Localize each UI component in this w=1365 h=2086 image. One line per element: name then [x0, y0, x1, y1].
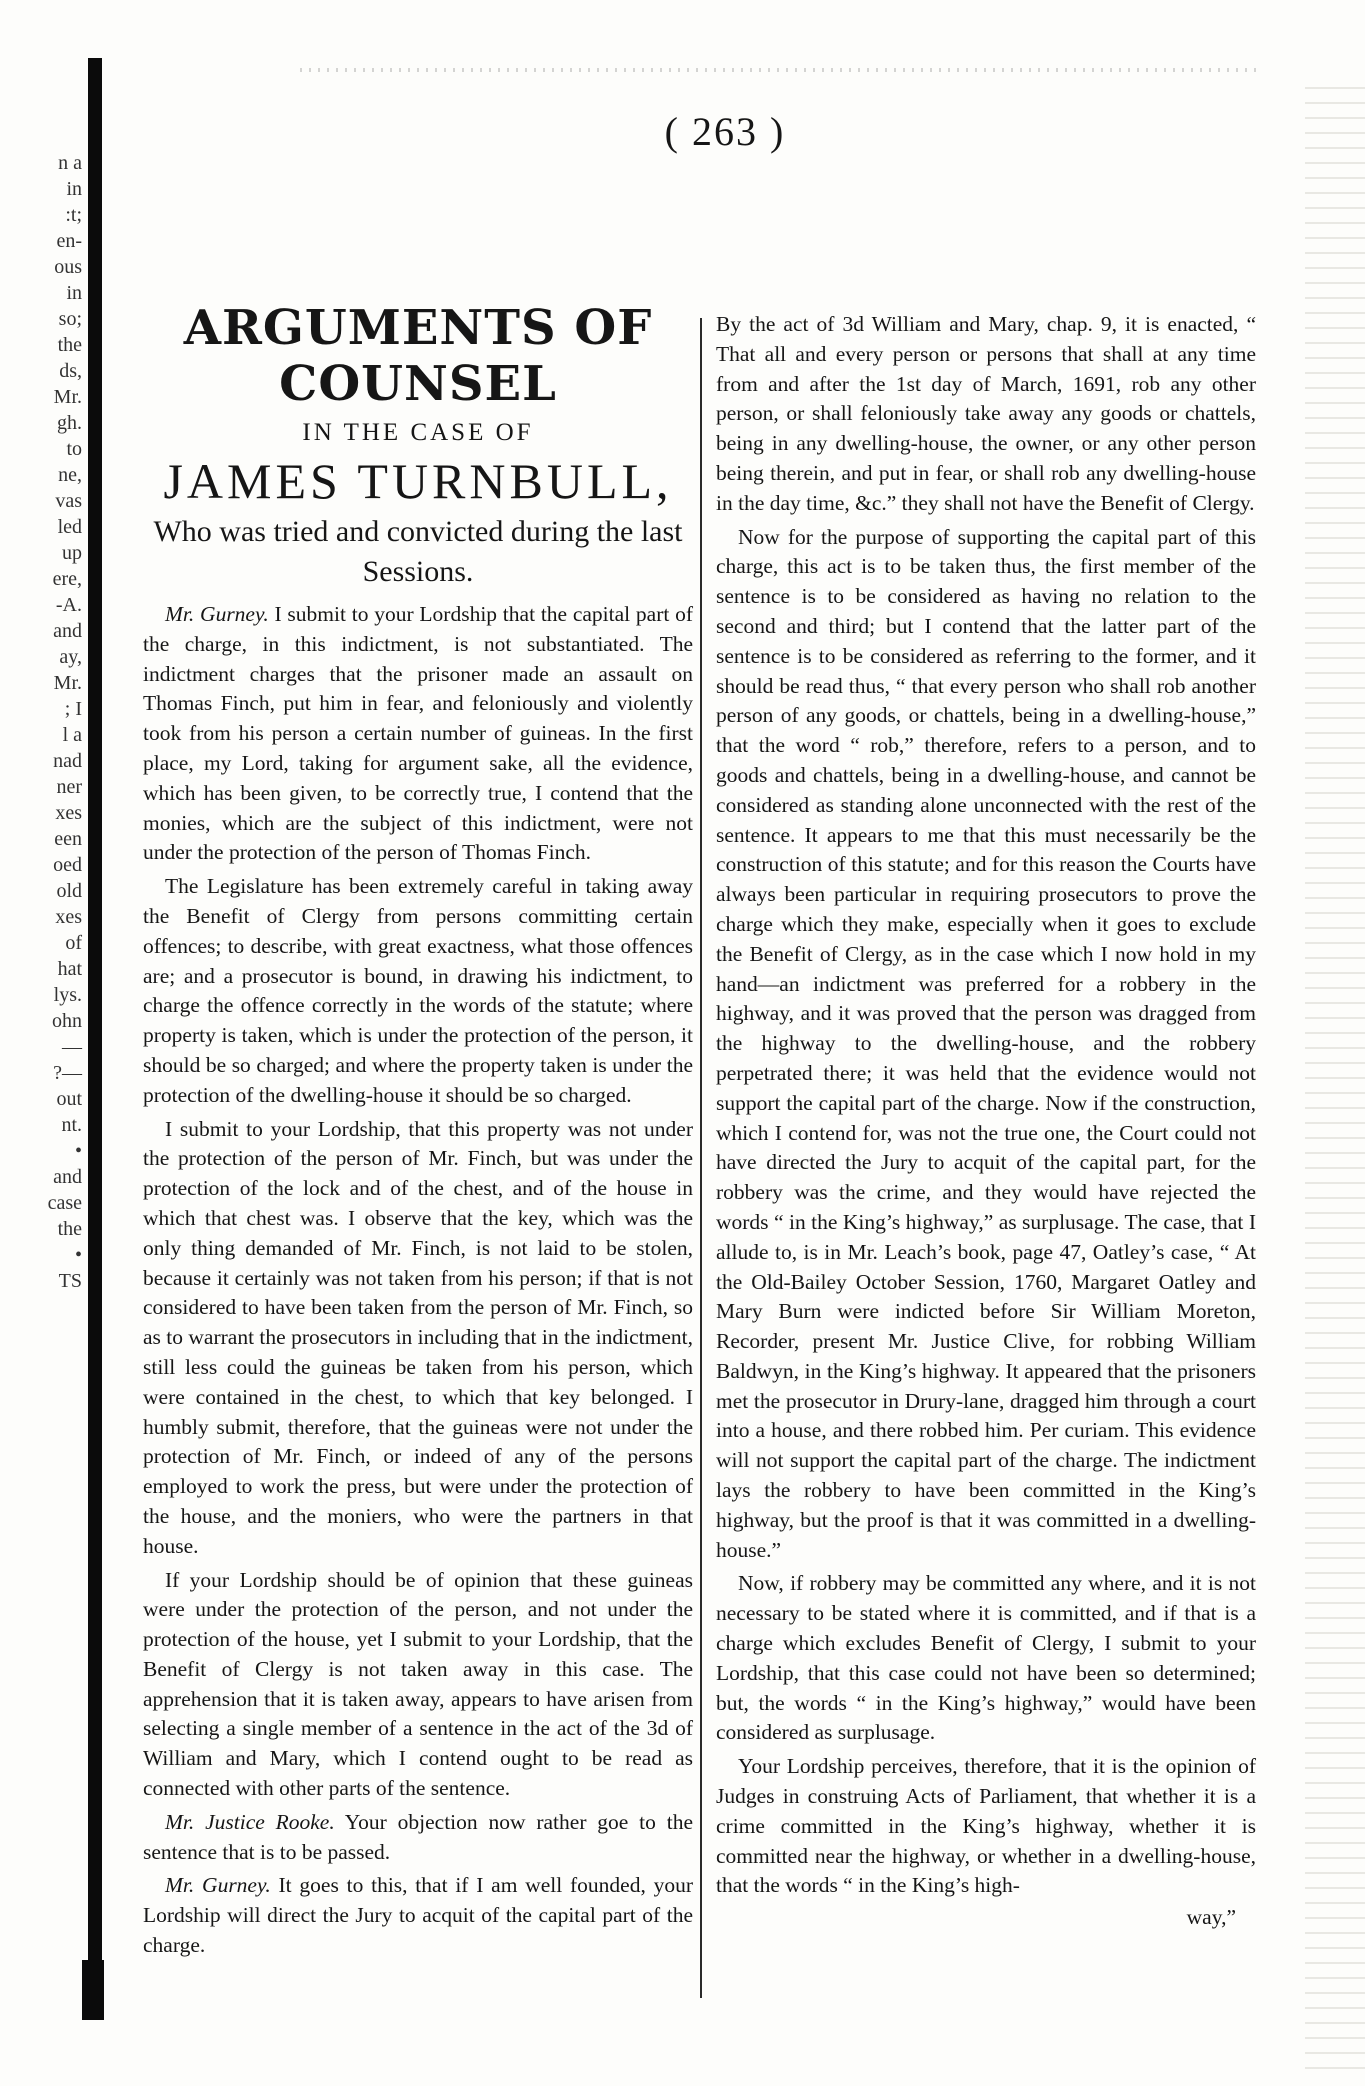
facing-page-fragments — [0, 150, 82, 1294]
margin-fragment: ; I — [64, 698, 82, 720]
margin-fragment: the — [57, 1218, 82, 1240]
paragraph — [143, 872, 693, 1110]
margin-fragment: ere, — [52, 568, 82, 590]
margin-fragment: case — [47, 1192, 82, 1214]
margin-fragment: ds, — [59, 360, 82, 382]
margin-fragment: oed — [53, 854, 82, 876]
margin-fragment: l a — [62, 724, 82, 746]
margin-fragment: the — [57, 334, 82, 356]
margin-fragment: ohn — [52, 1010, 82, 1032]
margin-fragment: en- — [56, 230, 82, 252]
margin-fragment: out — [56, 1088, 82, 1110]
paragraph-text: The Legislature has been extremely careful in taking away the Benefit of Clergy from persons committing certain offences; to describe, with great exactness, what those offences are; and a prosecutor is bound, in drawing his indictment, to charge the offence correctly in the words of the statute; where property is taken, which is under the protection of the person, it should be so charged; and where the property taken is under the protection of the dwelling-house it should be so charged. — [143, 874, 693, 1107]
binding-gutter — [88, 58, 102, 2018]
margin-fragment: • — [74, 1140, 82, 1162]
margin-fragment: up — [62, 542, 82, 564]
paragraph: Now for the purpose of supporting the capital part of this charge, this act is to be taken thus, the first member of the sentence is to be considered as having no relation to the second and third; but I contend that the latter part of the sentence is to be considered as referring to the former, and it should be read thus, “ that every person who shall rob another person of any goods, or chattels, being in a dwelling-house,” that the word “ rob,” therefore, refers to a person, and to goods and chattels, being in a dwelling-house, and cannot be considered as standing alone unconnected with the rest of the sentence. It appears to me that this must necessarily be the construction of this statute; and for this reason the Courts have always been particular in requiring prosecutors to prove the charge which they make, especially when it goes to exclude the Benefit of Clergy, as in the case which I now hold in my hand—an indictment was preferred for a robbery in the highway, and it was proved that the person was dragged from the highway to the dwelling-house, and the robbery perpetrated there; it was held that the evidence would not support the capital part of the charge. Now if the construction, which I contend for, was not the true one, the Court could not have directed the Jury to acquit of the capital part, for the robbery was the crime, and they would have rejected the words “ in the King’s highway,” as surplusage. The case, that I allude to, is in Mr. Leach’s book, page 47, Oatley’s case, “ At the Old-Bailey October Session, 1760, Margaret Oatley and Mary Burn were indicted before Sir William Moreton, Recorder, present Mr. Justice Clive, for robbing William Baldwyn, in the King’s highway. It appeared that the prisoners met the prosecutor in Drury-lane, dragged him through a court into a house, and there robbed him. Per curiam. This evidence will not support the capital part of the charge. The indictment lays the robbery to have been committed in the King’s highway, but the proof is that it was committed in a dwelling-house.” — [716, 524, 1256, 1562]
paragraph: Now, if robbery may be committed any where, and it is not necessary to be stated where it is committed, and if that is a charge which excludes Benefit of Clergy, I submit to your Lordship, that this case could not have been so determined; but, the words “ in the King’s highway,” would have been considered as surplusage. — [716, 1571, 1256, 1745]
binding-gutter-foot — [82, 1960, 104, 2020]
margin-fragment: of — [65, 932, 82, 954]
heading-defendant-name: JAMES TURNBULL, — [163, 453, 673, 509]
margin-fragment: old — [56, 880, 82, 902]
paragraph — [143, 1566, 693, 1804]
column-rule — [700, 318, 702, 1998]
page-number: ( 263 ) — [664, 109, 786, 154]
margin-fragment: Mr. — [53, 386, 82, 408]
margin-fragment: hat — [57, 958, 82, 980]
margin-fragment: nad — [53, 750, 82, 772]
margin-fragment: — — [62, 1036, 82, 1058]
paragraph — [143, 1871, 693, 1960]
margin-fragment: in — [66, 178, 82, 200]
paragraph-text: If your Lordship should be of opinion that these guineas were under the protection of the person, and not under the protection of the house, yet I submit to your Lordship, that the Benefit of Clergy is not taken away in this case. The apprehension that it is taken away, appears to have arisen from selecting a single member of a sentence in the act of the 3d of William and Mary, which I contend ought to be read as connected with other parts of the sentence. — [143, 1567, 693, 1801]
left-column — [143, 300, 693, 1965]
margin-fragment: vas — [55, 490, 82, 512]
margin-fragment: xes — [55, 802, 82, 824]
margin-fragment: :t; — [65, 204, 82, 226]
margin-fragment: to — [66, 438, 82, 460]
heading-subtitle: IN THE CASE OF — [302, 419, 534, 446]
margin-fragment: and — [53, 620, 82, 642]
margin-fragment: lys. — [53, 984, 82, 1006]
heading-title: ARGUMENTS OF COUNSEL — [183, 300, 653, 412]
margin-fragment: so; — [58, 308, 82, 330]
margin-fragment: nt. — [61, 1114, 82, 1136]
margin-fragment: in — [66, 282, 82, 304]
margin-fragment: • — [74, 1244, 82, 1266]
margin-fragment: ne, — [58, 464, 82, 486]
speaker-name: Mr. Gurney. — [165, 602, 269, 626]
margin-fragment: led — [57, 516, 82, 538]
right-paragraphs — [716, 310, 1256, 1901]
paragraph: Your Lordship perceives, therefore, that it is the opinion of Judges in construing Acts of Parliament, that whether it is a crime committed in the King’s highway, whether it is committed near the highway, or whether in a dwelling-house, that the words “ in the King’s high- — [716, 1754, 1256, 1898]
catchword: way,” — [1186, 1905, 1236, 1930]
paragraph-text: I submit to your Lordship that the capital part of the charge, in this indictment, is not substantiated. The indictment charges that the prisoner made an assault on Thomas Finch, put him in fear, and feloniously and violently took from his person a certain number of guineas. In the first place, my Lord, taking for argument sake, all the evidence, which has been given, to be correctly true, I contend that the monies, which are the subject of this indictment, were not under the protection of the person of Thomas Finch. — [143, 602, 694, 865]
margin-fragment: ?— — [53, 1062, 82, 1084]
paragraph-text: It goes to this, that if I am well founded, your Lordship will direct the Jury to acquit of the capital part of the charge. — [143, 1873, 694, 1958]
paragraph-text: Your objection now rather goe to the sentence that is to be passed. — [143, 1809, 694, 1864]
scan-noise — [300, 68, 1260, 72]
margin-fragment: ous — [54, 256, 82, 278]
margin-fragment: TS — [58, 1270, 82, 1292]
margin-fragment: -A. — [55, 594, 82, 616]
heading-note: Who was tried and convicted during the last Sessions. — [153, 515, 683, 588]
margin-fragment: Mr. — [53, 672, 82, 694]
margin-fragment: and — [53, 1166, 82, 1188]
paragraph: By the act of 3d William and Mary, chap. 9, it is enacted, “ That all and every person or persons that shall at any time from and after the 1st day of March, 1691, rob any other person, or shall feloniously take away any goods or chattels, being in any dwelling-house, the owner, or any other person being therein, and put in fear, or shall rob any dwelling-house in the day time, &c.” they shall not have the Benefit of Clergy. — [716, 312, 1256, 515]
paragraph — [143, 1115, 693, 1562]
margin-fragment: ner — [56, 776, 82, 798]
speaker-name: Mr. Gurney. — [165, 1873, 271, 1898]
scan-edge — [1305, 80, 1365, 2080]
paragraph — [143, 600, 693, 868]
margin-fragment: gh. — [57, 412, 82, 434]
margin-fragment: n a — [58, 152, 82, 174]
paragraph-text: I submit to your Lordship, that this property was not under the protection of the person of Mr. Finch, but was under the protection of the lock and of the chest, and of the house in which that chest was. I observe that the key, which was the only thing demanded of Mr. Finch, is not laid to be stolen, because it certainly was not taken from his person; if that is not considered to have been taken from the person of Mr. Finch, so as to warrant the prosecutors in including that in the indictment, still less could the guineas be taken from his person, which were contained in the chest, to which that key belonged. I humbly submit, therefore, that the guineas were not under the protection of Mr. Finch, or indeed of any of the persons employed to work the press, but were under the protection of the house, and the moniers, who were the partners in that house. — [143, 1116, 693, 1558]
left-paragraphs — [143, 600, 693, 1961]
right-column — [716, 310, 1256, 1933]
paragraph — [143, 1808, 693, 1868]
margin-fragment: xes — [55, 906, 82, 928]
margin-fragment: ay, — [59, 646, 82, 668]
margin-fragment: een — [54, 828, 82, 850]
speaker-name: Mr. Justice Rooke. — [165, 1809, 335, 1834]
